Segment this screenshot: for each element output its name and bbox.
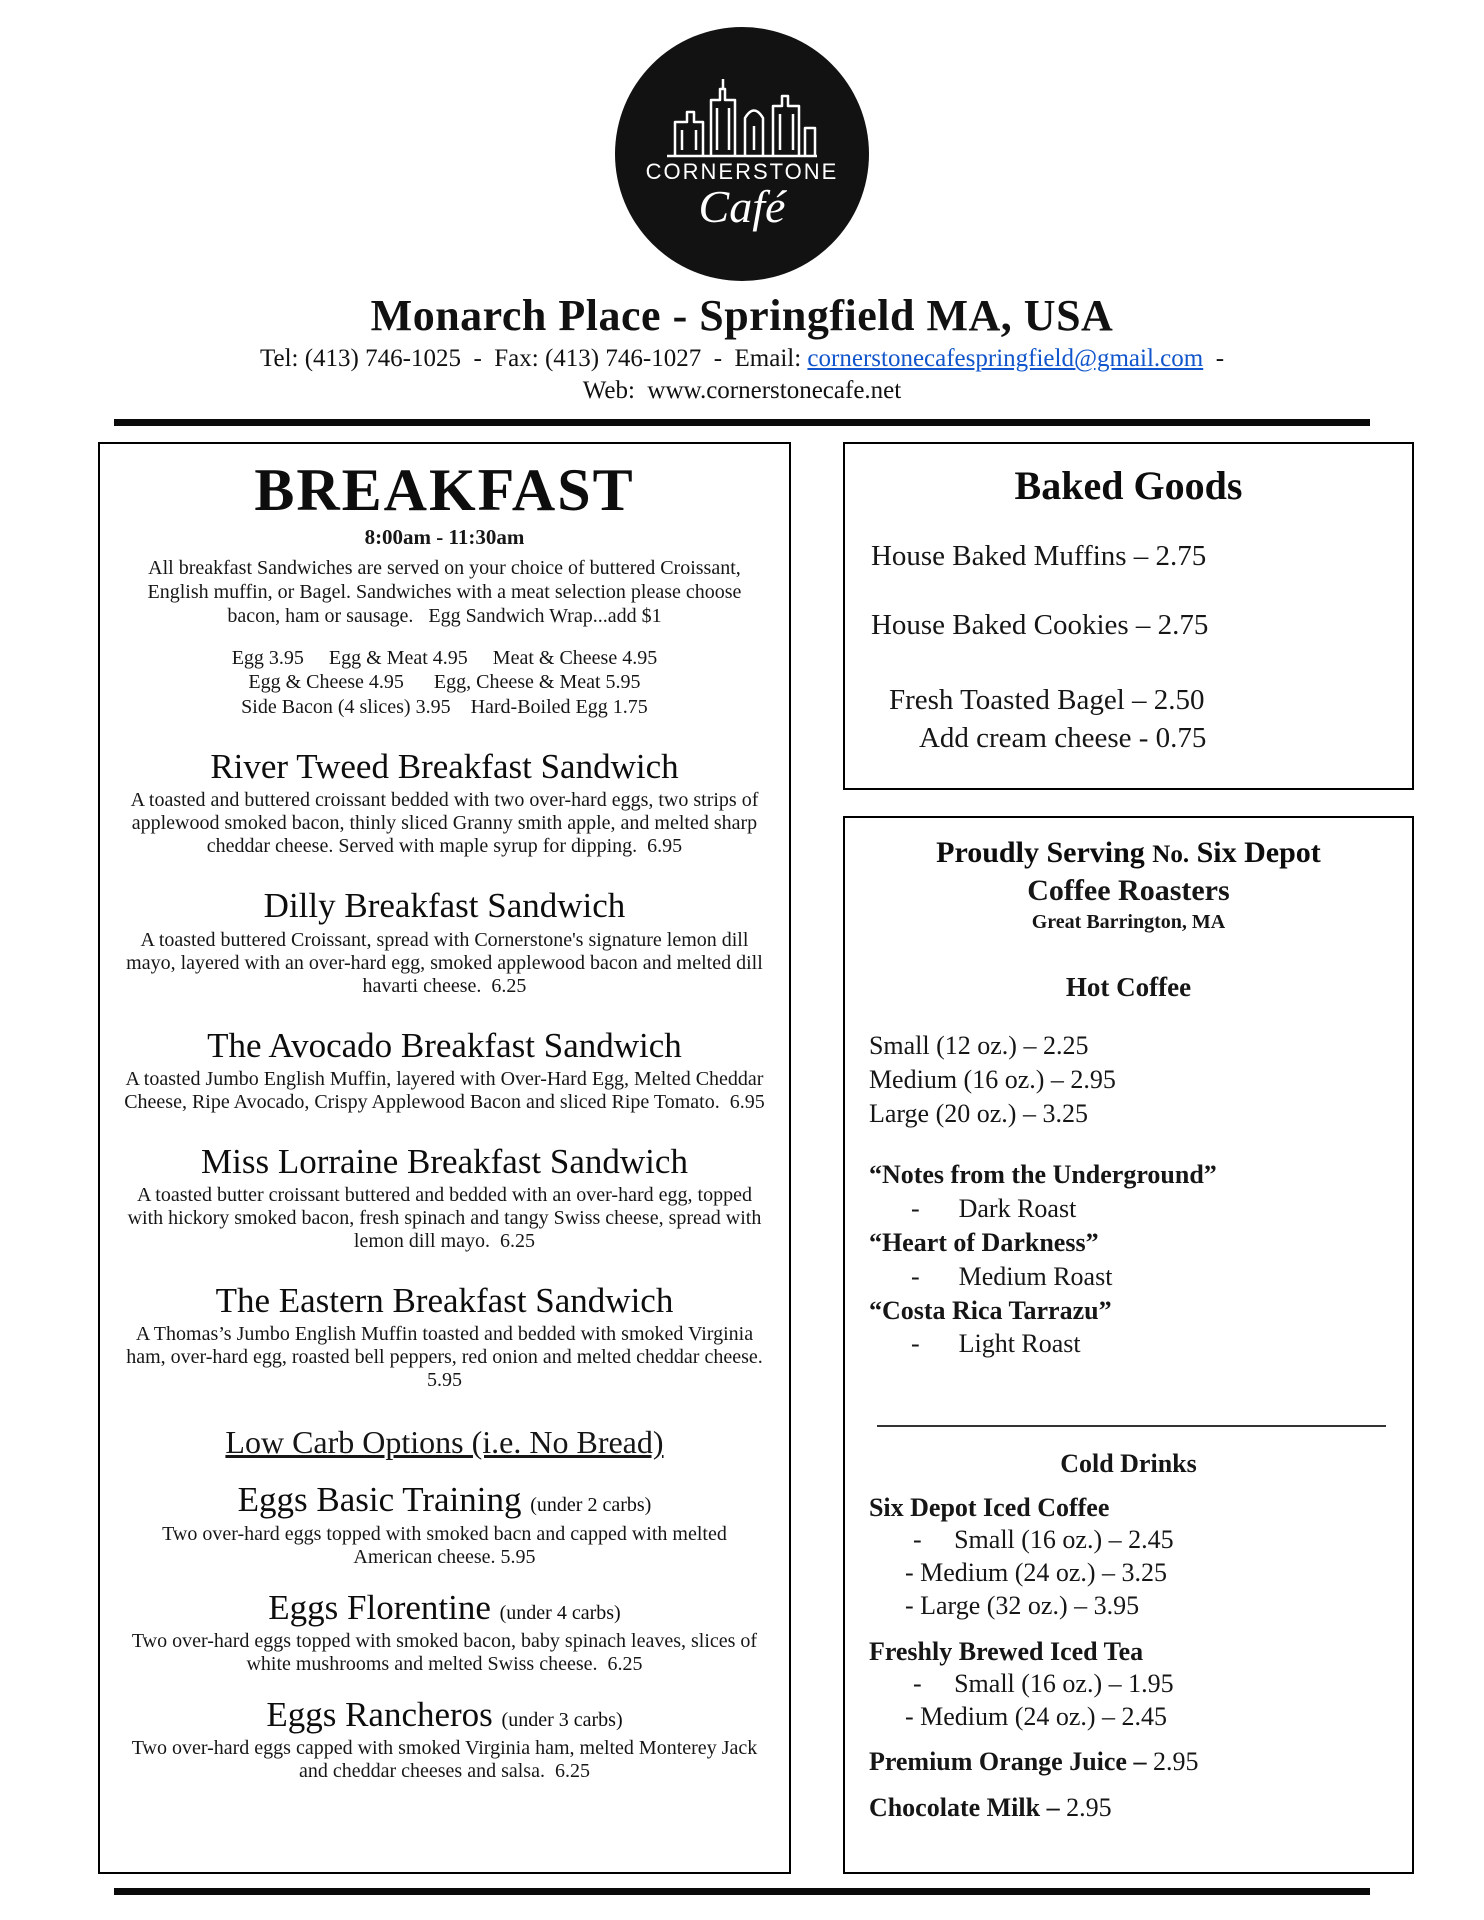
orange-juice-line — [869, 1745, 1388, 1779]
drink-name-text: Premium Orange Juice – — [868, 1747, 1153, 1777]
menu-item-avocado — [122, 1025, 767, 1114]
carb-note: (under 2 carbs) — [530, 1494, 652, 1517]
item-name — [122, 1587, 767, 1628]
hot-coffee-sizes — [869, 1029, 1388, 1130]
item-name: River Tweed Breakfast Sandwich — [210, 746, 679, 786]
item-name — [122, 1479, 767, 1520]
size-line: - Small (16 oz.) – 1.95 — [912, 1668, 1174, 1698]
roast-type: - Light Roast — [910, 1329, 1081, 1359]
coffee-roasters-title — [869, 834, 1388, 872]
baked-goods-panel — [843, 442, 1414, 790]
contact-line — [0, 345, 1484, 373]
price-line: Side Bacon (4 slices) 3.95 Hard-Boiled Egg 1.75 — [241, 695, 648, 718]
top-rule — [114, 419, 1370, 426]
carb-note: (under 3 carbs) — [501, 1709, 623, 1732]
header — [0, 30, 1484, 405]
menu-item-eggs-florentine — [122, 1587, 767, 1676]
breakfast-intro: All breakfast Sandwiches are served on your choice of buttered Croissant, English muffin, or Bagel. Sandwiches with a meat selection please choose bacon, ham or sausage. Egg Sandwich Wrap...add $1 — [147, 556, 747, 627]
page-title: Monarch Place - Springfield MA, USA — [370, 291, 1114, 340]
baked-item: House Baked Muffins – 2.75 — [870, 540, 1207, 572]
hot-coffee-heading: Hot Coffee — [1065, 972, 1192, 1002]
menu-item-eastern — [122, 1280, 773, 1392]
right-column — [843, 442, 1414, 1874]
roast-type: - Medium Roast — [910, 1261, 1113, 1291]
contact-pre-text: Tel: (413) 746-1025 - Fax: (413) 746-1027 - Email: — [259, 345, 808, 372]
size-line: Large (20 oz.) – 3.25 — [868, 1098, 1088, 1128]
iced-tea-name: Freshly Brewed Iced Tea — [868, 1636, 1144, 1666]
chocolate-milk-line — [869, 1791, 1388, 1825]
item-name: Dilly Breakfast Sandwich — [263, 886, 626, 926]
item-description: A toasted and buttered croissant bedded with two over-hard eggs, two strips of applewood smoked bacon, thinly sliced Granny smith apple, and melted sharp cheddar cheese. Served with maple syrup for dipping. 6.95 — [130, 789, 764, 858]
logo-name-text: CORNERSTONE — [645, 159, 839, 185]
size-line: Medium (16 oz.) – 2.95 — [868, 1064, 1116, 1094]
coffee-drinks-panel — [843, 816, 1414, 1874]
baked-item: Add cream cheese - 0.75 — [918, 722, 1207, 755]
menu-item-eggs-basic-training — [122, 1479, 767, 1568]
coffee-roasters-title-line2: Coffee Roasters — [1027, 873, 1230, 907]
size-line: Small (12 oz.) – 2.25 — [868, 1031, 1089, 1060]
roast-item — [869, 1294, 1388, 1362]
menu-item-miss-lorraine — [122, 1141, 767, 1253]
section-divider — [877, 1425, 1386, 1427]
size-line: - Large (32 oz.) – 3.95 — [904, 1590, 1140, 1620]
logo-cafe-text: Café — [698, 181, 786, 233]
roaster-location: Great Barrington, MA — [1031, 911, 1226, 933]
price-line: Egg 3.95 Egg & Meat 4.95 Meat & Cheese 4.95 — [231, 646, 658, 669]
roast-name: “Heart of Darkness” — [868, 1227, 1099, 1257]
size-line: - Small (16 oz.) – 2.45 — [912, 1525, 1174, 1555]
breakfast-hours: 8:00am - 11:30am — [364, 524, 525, 549]
title-no: No. — [1152, 841, 1190, 868]
item-description: A Thomas’s Jumbo English Muffin toasted and bedded with smoked Virginia ham, over-hard egg, roasted bell peppers, red onion and melted cheddar cheese. 5.95 — [126, 1323, 773, 1392]
drink-price: 2.95 — [1152, 1747, 1199, 1777]
breakfast-panel — [98, 442, 791, 1874]
drink-name-text: Chocolate Milk – — [868, 1793, 1067, 1823]
web-line: Web: www.cornerstonecafe.net — [582, 377, 902, 404]
baked-item: House Baked Cookies – 2.75 — [870, 608, 1209, 641]
item-description: A toasted buttered Croissant, spread with Cornerstone's signature lemon dill mayo, layered with an over-hard egg, smoked applewood bacon and melted dill havarti cheese. 6.25 — [126, 928, 768, 997]
title-pre: Proudly Serving — [936, 836, 1153, 869]
item-name: Miss Lorraine Breakfast Sandwich — [200, 1141, 688, 1181]
roast-item — [869, 1158, 1388, 1226]
roast-list — [869, 1158, 1388, 1361]
size-line: - Medium (24 oz.) – 2.45 — [904, 1701, 1168, 1731]
email-link[interactable]: cornerstonecafespringfield@gmail.com — [807, 345, 1204, 372]
carb-note: (under 4 carbs) — [499, 1601, 621, 1624]
bottom-rule — [114, 1888, 1370, 1895]
baked-item: Fresh Toasted Bagel – 2.50 — [888, 683, 1205, 716]
roast-name: “Notes from the Underground” — [868, 1160, 1217, 1190]
iced-coffee-name: Six Depot Iced Coffee — [868, 1493, 1110, 1523]
item-name-text: Eggs Basic Training — [237, 1480, 522, 1520]
city-skyline-icon — [663, 76, 821, 158]
item-description: A toasted butter croissant buttered and bedded with an over-hard egg, topped with hickory smoked bacon, fresh spinach and tangy Swiss cheese, spread with lemon dill mayo. 6.25 — [127, 1184, 767, 1253]
item-name-text: Eggs Rancheros — [266, 1695, 493, 1735]
item-name-text: Eggs Florentine — [268, 1587, 491, 1627]
item-name — [122, 1694, 767, 1735]
item-description: Two over-hard eggs topped with smoked bacon, baby spinach leaves, slices of white mushrooms and melted Swiss cheese. 6.25 — [131, 1630, 763, 1676]
item-description: Two over-hard eggs capped with smoked Virginia ham, melted Monterey Jack and cheddar cheeses and salsa. 6.25 — [131, 1737, 763, 1783]
roast-item — [869, 1226, 1388, 1294]
item-description: A toasted Jumbo English Muffin, layered with Over-Hard Egg, Melted Cheddar Cheese, Ripe Avocado, Crispy Applewood Bacon and sliced Ripe Tomato. 6.95 — [124, 1067, 769, 1113]
roast-name: “Costa Rica Tarrazu” — [868, 1295, 1112, 1325]
item-name: The Avocado Breakfast Sandwich — [207, 1025, 682, 1065]
cornerstone-logo — [618, 30, 866, 278]
item-name: The Eastern Breakfast Sandwich — [215, 1281, 674, 1321]
menu-item-river-tweed — [122, 746, 767, 858]
breakfast-title: BREAKFAST — [254, 457, 635, 523]
roast-type: - Dark Roast — [910, 1194, 1077, 1224]
menu-item-eggs-rancheros — [122, 1694, 767, 1783]
baked-goods-title: Baked Goods — [1014, 463, 1243, 508]
item-description: Two over-hard eggs topped with smoked bacn and capped with melted American cheese. 5.95 — [162, 1522, 731, 1568]
contact-post-text: - — [1203, 345, 1225, 372]
low-carb-heading: Low Carb Options (i.e. No Bread) — [225, 1424, 664, 1461]
menu-item-dilly — [122, 885, 767, 997]
price-line: Egg & Cheese 4.95 Egg, Cheese & Meat 5.95 — [248, 671, 641, 694]
title-post: Six Depot — [1189, 836, 1321, 869]
size-line: - Medium (24 oz.) – 3.25 — [904, 1558, 1168, 1588]
cold-drinks-heading: Cold Drinks — [1060, 1449, 1197, 1479]
menu-columns — [0, 442, 1484, 1874]
egg-price-lines — [122, 646, 767, 719]
drink-price: 2.95 — [1066, 1793, 1112, 1823]
